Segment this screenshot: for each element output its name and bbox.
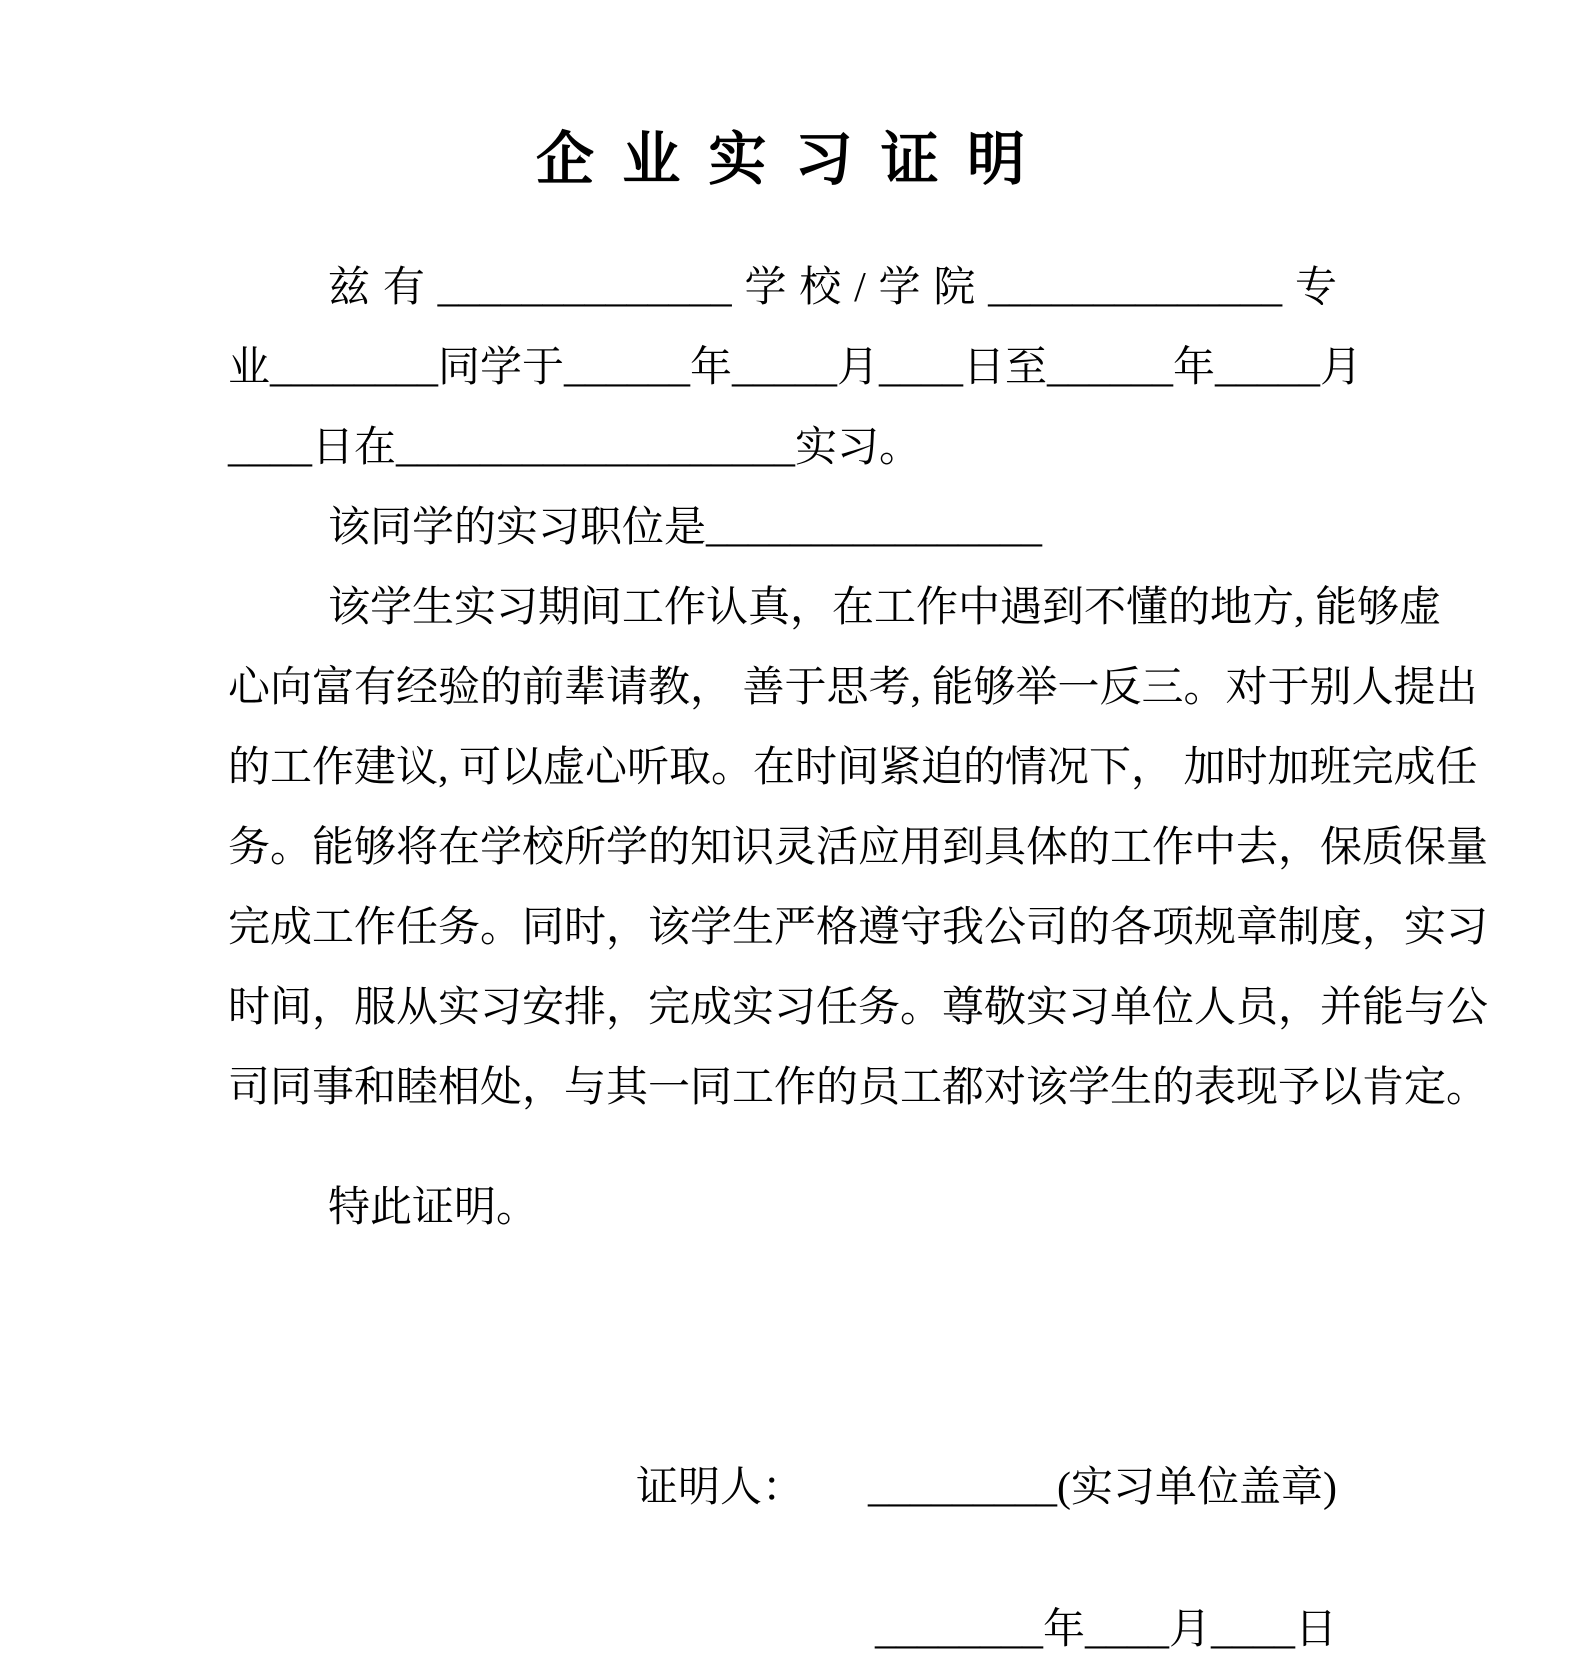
intro-line: 兹有______________学校/学院______________专: [328, 265, 1337, 311]
signer-label: 证明人：: [636, 1465, 805, 1511]
date-line: ________年____月____日: [874, 1607, 1337, 1653]
body-line: 司同事和睦相处，与其一同工作的员工都对该学生的表现予以肯定。: [228, 1065, 1489, 1111]
body-line: 心向富有经验的前辈请教， 善于思考, 能够举一反三。对于别人提出: [228, 665, 1478, 711]
intro-line: 业________同学于______年_____月____日至______年_____月: [228, 345, 1363, 391]
body-paragraph: [228, 568, 1489, 1128]
closing-line: 特此证明。: [328, 1185, 539, 1231]
body-line: 务。能够将在学校所学的知识灵活应用到具体的工作中去，保质保量: [228, 825, 1489, 871]
body-line: 完成工作任务。同时，该学生严格遵守我公司的各项规章制度，实习: [228, 905, 1489, 951]
body-line: 该学生实习期间工作认真，在工作中遇到不懂的地方, 能够虚: [328, 585, 1442, 631]
stamp-note: (实习单位盖章): [1057, 1465, 1337, 1511]
signature-line: [228, 1448, 1337, 1528]
body-line: 时间，服从实习安排，完成实习任务。尊敬实习单位人员，并能与公: [228, 985, 1489, 1031]
position-line: 该同学的实习职位是________________: [328, 505, 1043, 551]
document-title: 企 业 实 习 证 明: [536, 125, 1029, 193]
signer-blank: _________: [868, 1465, 1058, 1511]
intro-paragraph: [228, 248, 1363, 488]
body-line: 的工作建议, 可以虚心听取。在时间紧迫的情况下， 加时加班完成任: [228, 745, 1478, 791]
intro-line: ____日在___________________实习。: [228, 425, 922, 471]
